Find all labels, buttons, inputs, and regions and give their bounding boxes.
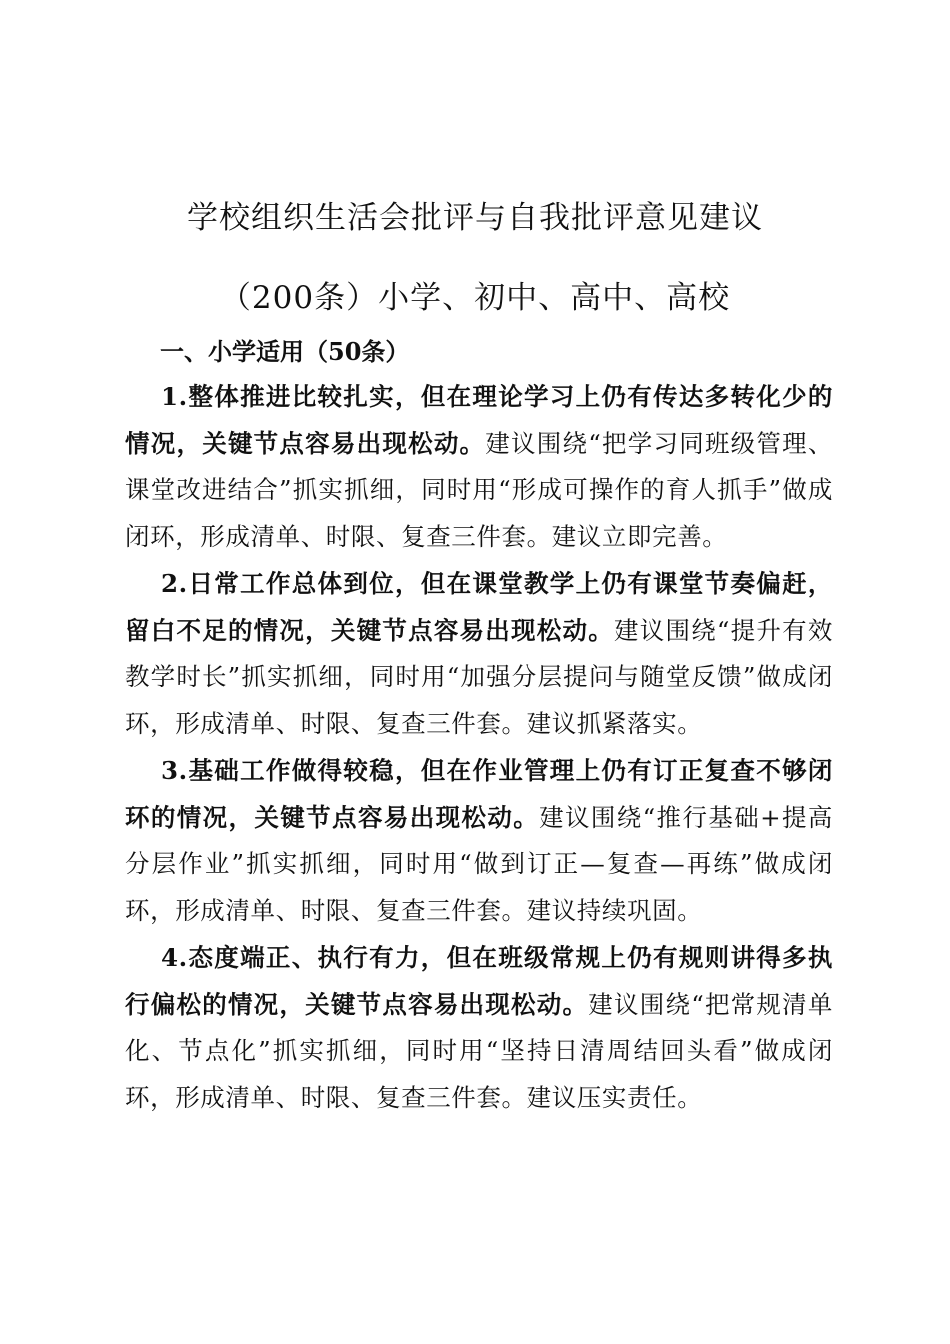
paragraph-text: 建议围绕“提升有效教学时长”抓实抓细，同时用“加强分层提问与随堂反馈”做成闭环，形成清单、时限、复查三件套。建议抓紧落实。 [125,615,833,738]
document-body [125,374,833,1122]
paragraph-2 [125,561,833,747]
paragraph-text: 建议围绕“把常规清单化、节点化”抓实抓细，同时用“坚持日清周结回头看”做成闭环，形成清单、时限、复查三件套。建议压实责任。 [125,989,833,1112]
paragraph-lead: 3.基础工作做得较稳，但在作业管理上仍有订正复查不够闭环的情况，关键节点容易出现松动。 [125,756,833,832]
paragraph-text: 建议围绕“推行基础+提高分层作业”抓实抓细，同时用“做到订正—复查—再练”做成闭环，形成清单、时限、复查三件套。建议持续巩固。 [125,802,833,925]
section-heading: 一、小学适用（50条） [160,337,410,366]
paragraph-text: 建议围绕“把学习同班级管理、课堂改进结合”抓实抓细，同时用“形成可操作的育人抓手”做成闭环，形成清单、时限、复查三件套。建议立即完善。 [125,428,833,551]
paragraph-3 [125,748,833,934]
document-title-line-1: 学校组织生活会批评与自我批评意见建议 [187,200,763,236]
paragraph-lead: 4.态度端正、执行有力，但在班级常规上仍有规则讲得多执行偏松的情况，关键节点容易出现松动。 [125,943,833,1019]
paragraph-1 [125,374,833,560]
paragraph-4 [125,935,833,1121]
paragraph-lead: 2.日常工作总体到位，但在课堂教学上仍有课堂节奏偏赶，留白不足的情况，关键节点容易出现松动。 [125,569,833,645]
paragraph-lead: 1.整体推进比较扎实，但在理论学习上仍有传达多转化少的情况，关键节点容易出现松动。 [125,382,833,458]
document-title-line-2: （200条）小学、初中、高中、高校 [219,280,731,316]
